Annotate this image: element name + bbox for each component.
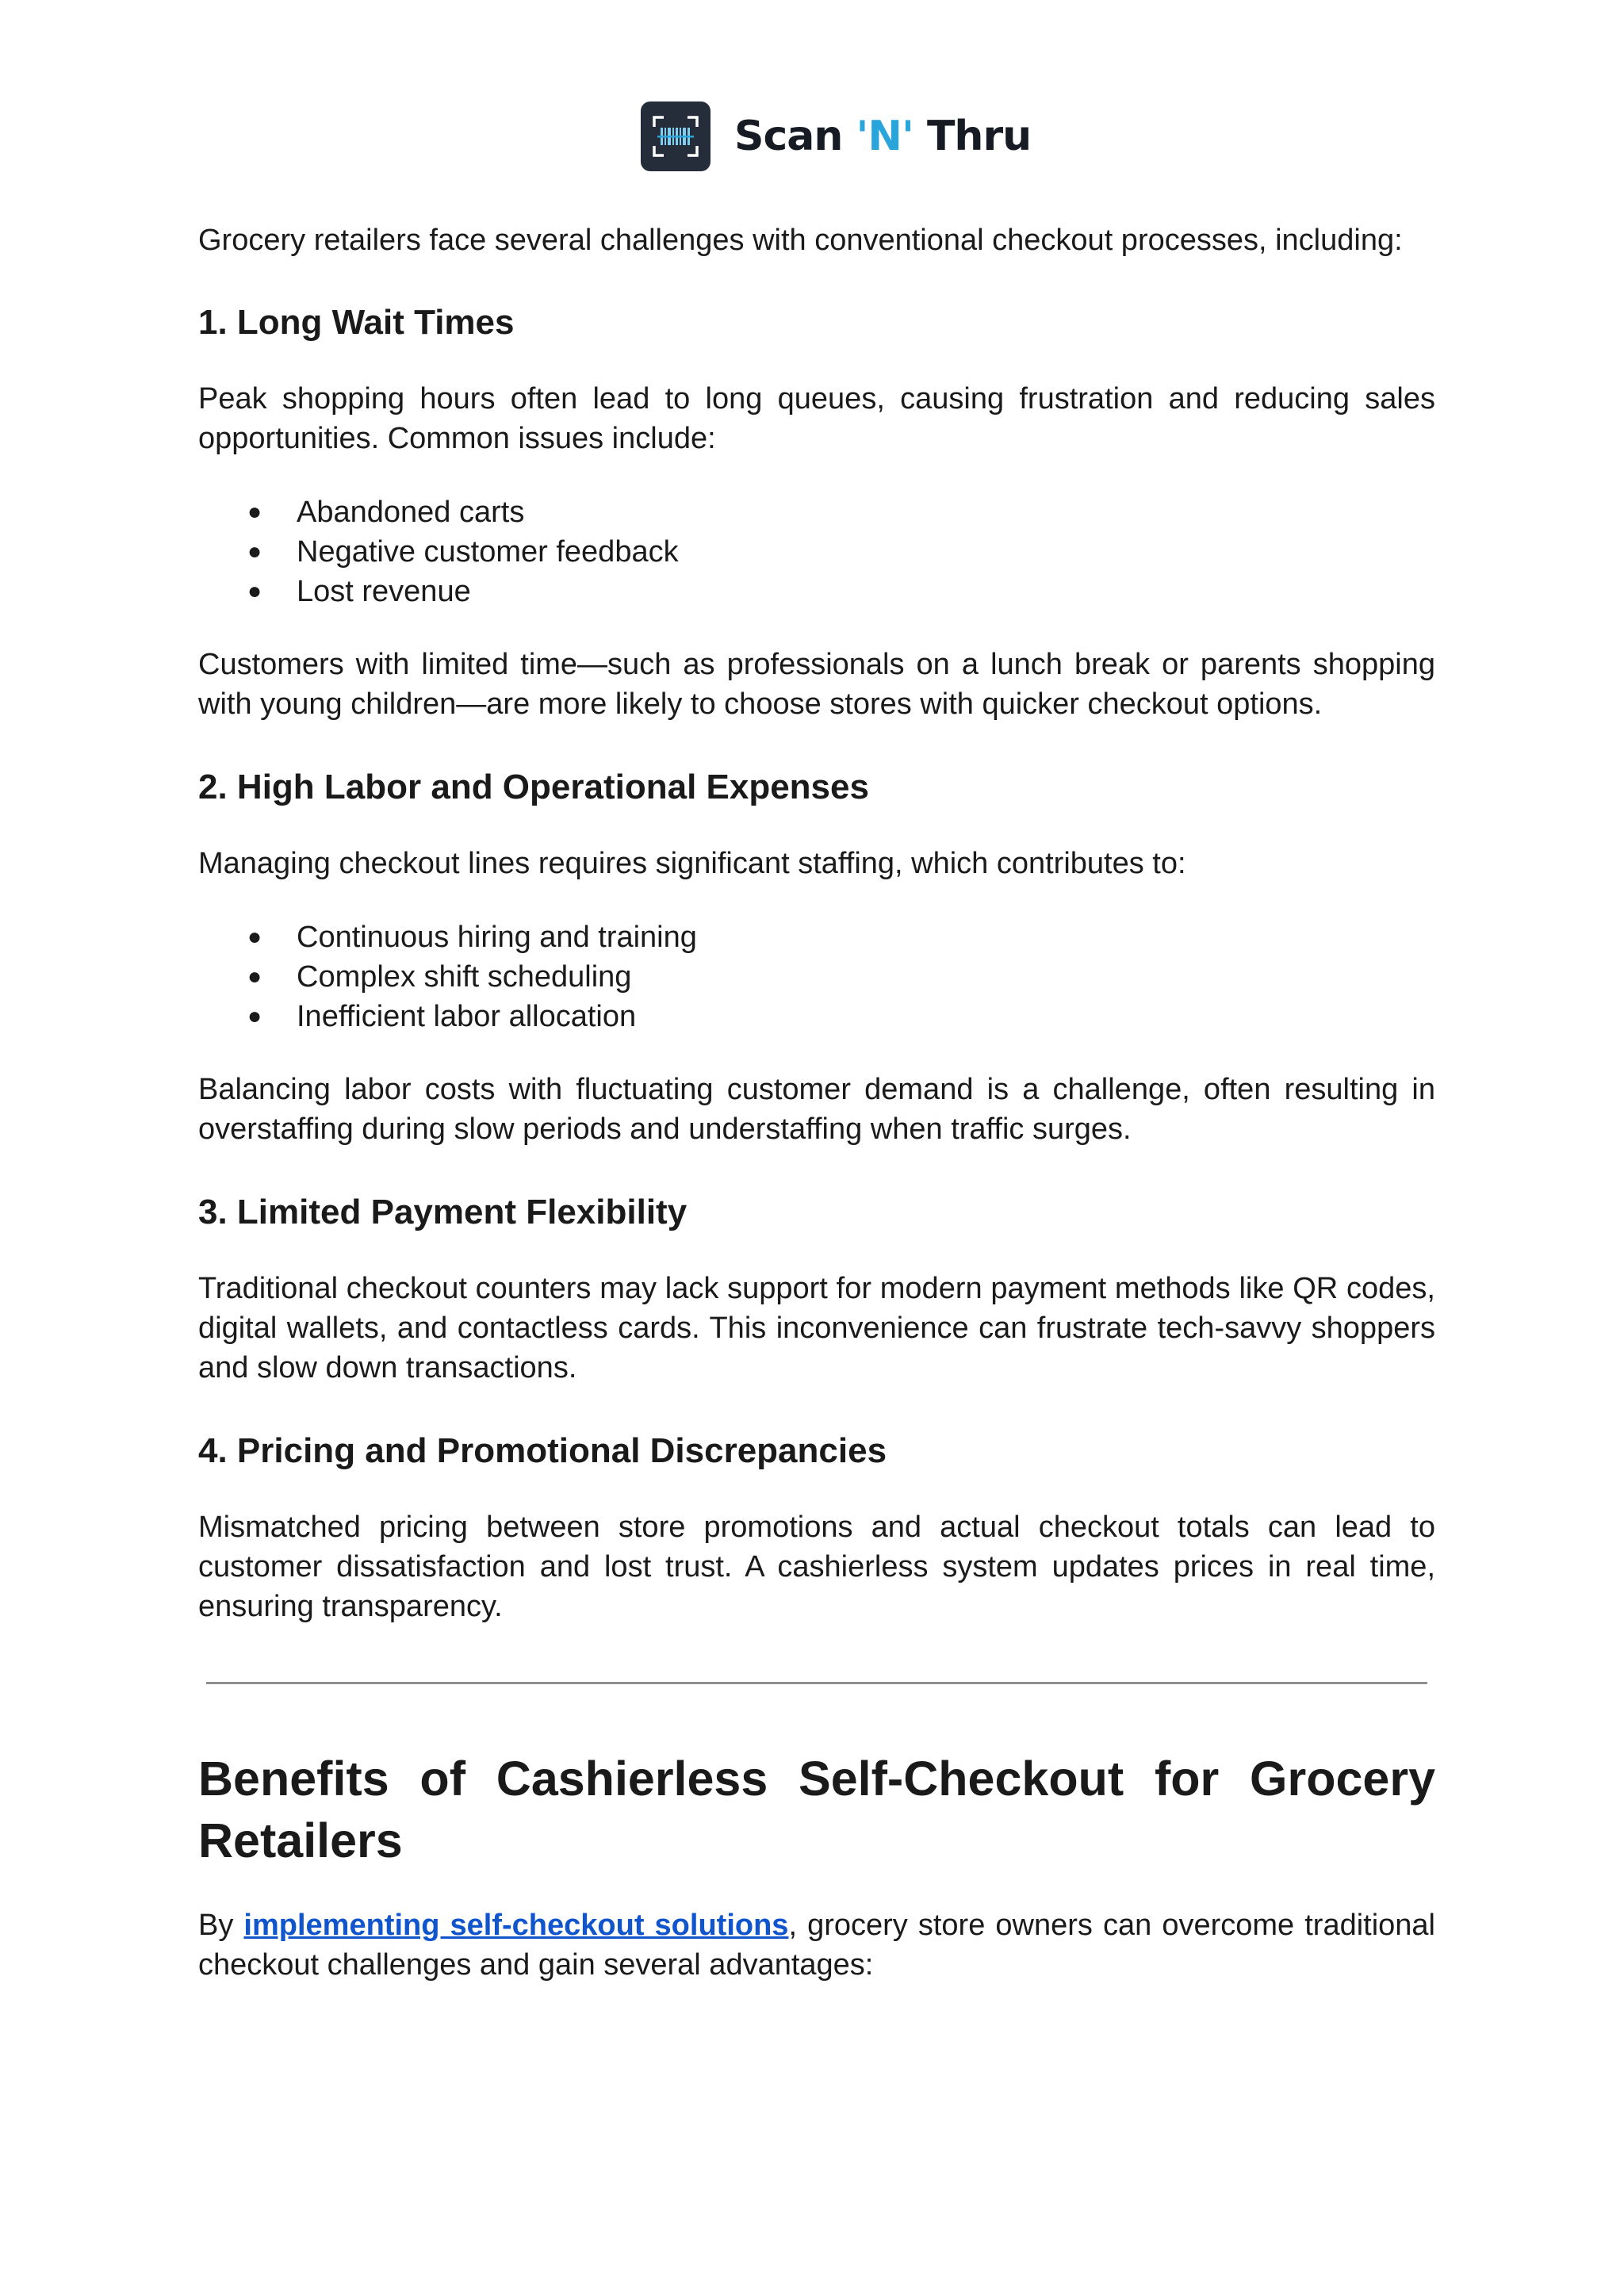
benefits-title: Benefits of Cashierless Self-Checkout for Grocery Retailers [198,1752,1435,1867]
list-item: ● Continuous hiring and training [247,921,697,954]
section-heading-pricing-discrepancies: 4. Pricing and Promotional Discrepancies [198,1431,887,1470]
section-divider [206,1682,1427,1684]
list-item: ● Negative customer feedback [247,535,679,569]
self-checkout-solutions-link[interactable]: implementing self-checkout solutions [243,1909,789,1942]
section-heading-long-wait-times: 1. Long Wait Times [198,303,515,342]
section-paragraph: Traditional checkout counters may lack support for modern payment methods like QR codes, digital wallets, and contactless cards. This inconvenience can frustrate tech-savvy shoppers and slow down transactions. [198,1272,1435,1384]
benefits-lead-paragraph: By implementing self-checkout solutions, grocery store owners can overcome traditional checkout challenges and gain several advantages: [198,1909,1435,1982]
section-paragraph: Managing checkout lines requires significant staffing, which contributes to: [198,847,1186,880]
list-item: ● Complex shift scheduling [247,960,632,994]
brand-name: Scan 'N' Thru [734,113,1032,160]
brand-logo [641,101,1031,171]
section-paragraph: Customers with limited time—such as professionals on a lunch break or parents shopping with young children—are more likely to choose stores with quicker checkout options. [198,648,1435,721]
list-item: ● Inefficient labor allocation [247,1000,637,1033]
section-paragraph: Mismatched pricing between store promotions and actual checkout totals can lead to customer dissatisfaction and lost trust. A cashierless system updates prices in real time, ensuring transparency. [198,1511,1435,1623]
section-heading-labor-expenses: 2. High Labor and Operational Expenses [198,768,869,806]
barcode-scanner-icon [641,101,710,171]
intro-paragraph: Grocery retailers face several challenges with conventional checkout processes, including: [198,224,1403,257]
bullet-list [198,492,679,611]
section-paragraph: Peak shopping hours often lead to long queues, causing frustration and reducing sales opportunities. Common issues include: [198,382,1435,455]
bullet-list [198,917,697,1036]
section-paragraph: Balancing labor costs with fluctuating customer demand is a challenge, often resulting in overstaffing during slow periods and understaffing when traffic surges. [198,1073,1435,1146]
section-heading-payment-flexibility: 3. Limited Payment Flexibility [198,1193,688,1231]
list-item: ● Abandoned carts [247,496,525,529]
list-item: ● Lost revenue [247,575,471,608]
